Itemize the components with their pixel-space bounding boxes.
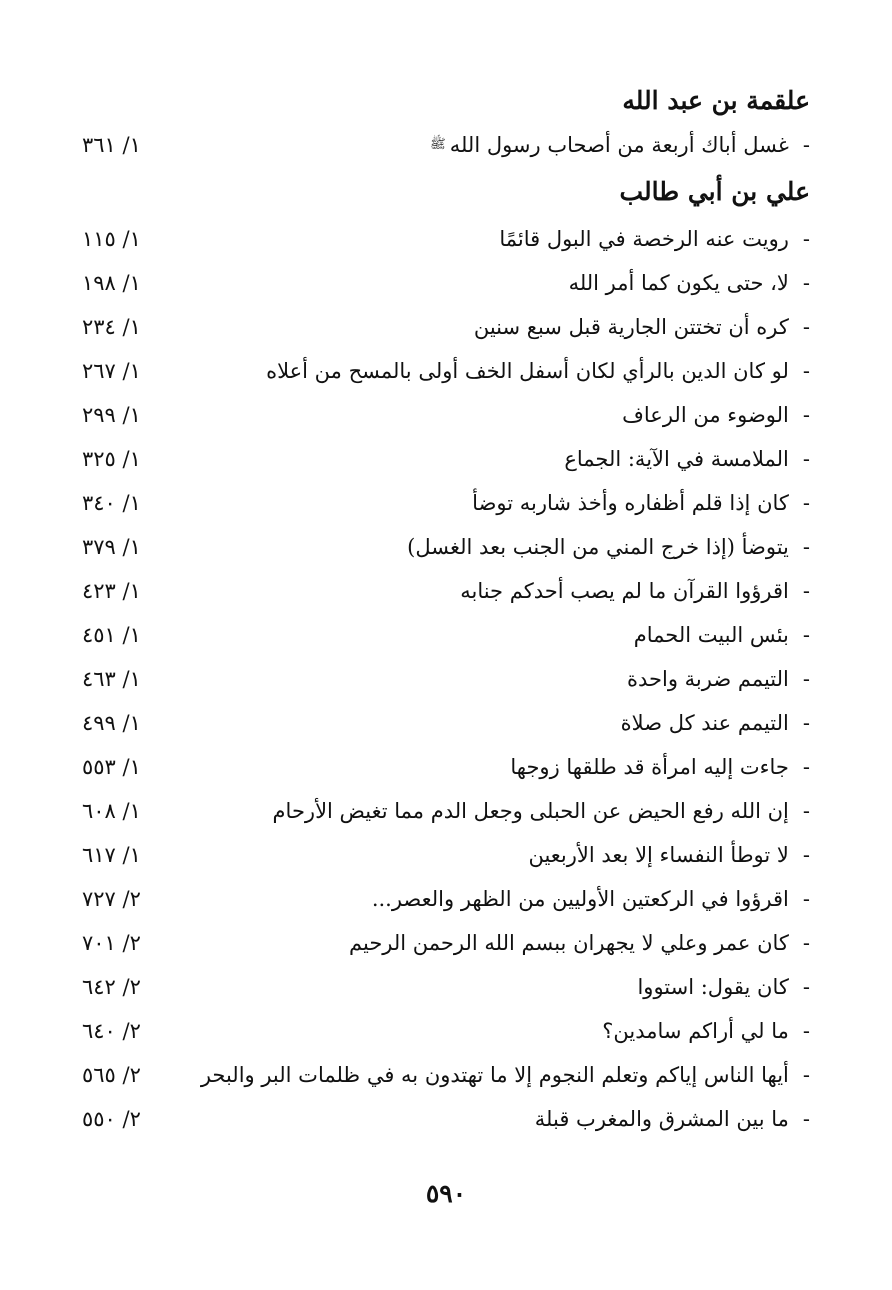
list-item — [82, 128, 810, 162]
volume-page-ref: ٢/ ٦٤٠ — [82, 1019, 141, 1043]
list-item — [82, 1014, 810, 1048]
list-dash: - — [802, 1019, 810, 1043]
list-dash: - — [802, 975, 810, 999]
entry-text: يتوضأ (إذا خرج المني من الجنب بعد الغسل) — [407, 535, 789, 559]
list-item — [82, 266, 810, 300]
volume-page-ref: ١/ ٤٦٣ — [82, 667, 141, 691]
entry-text: اقرؤوا القرآن ما لم يصب أحدكم جنابه — [460, 579, 789, 603]
list-item — [82, 926, 810, 960]
entry-text: ما لي أراكم سامدين؟ — [602, 1019, 789, 1043]
entry-text: لو كان الدين بالرأي لكان أسفل الخف أولى بالمسح من أعلاه — [266, 359, 789, 383]
list-item — [82, 882, 810, 916]
list-dash: - — [802, 133, 810, 157]
entry-text: إن الله رفع الحيض عن الحبلى وجعل الدم مما تغيض الأرحام — [272, 799, 789, 823]
list-item — [82, 706, 810, 740]
list-item — [82, 1058, 810, 1092]
list-item — [82, 970, 810, 1004]
entry-text: التيمم ضربة واحدة — [627, 667, 789, 691]
list-item — [82, 1102, 810, 1136]
volume-page-ref: ١/ ٢٩٩ — [82, 403, 141, 427]
list-dash: - — [802, 667, 810, 691]
list-dash: - — [802, 315, 810, 339]
list-item — [82, 750, 810, 784]
volume-page-ref: ١/ ٢٦٧ — [82, 359, 141, 383]
list-item — [82, 838, 810, 872]
volume-page-ref: ١/ ٤٥١ — [82, 623, 141, 647]
entry-text: أيها الناس إياكم وتعلم النجوم إلا ما تهتدون به في ظلمات البر والبحر — [200, 1063, 789, 1087]
volume-page-ref: ٢/ ٥٥٠ — [82, 1107, 141, 1131]
list-dash: - — [802, 1107, 810, 1131]
section-heading: علي بن أبي طالب — [619, 177, 810, 206]
list-item — [82, 310, 810, 344]
list-dash: - — [802, 447, 810, 471]
entry-text: اقرؤوا في الركعتين الأوليين من الظهر والعصر... — [371, 887, 789, 911]
entry-text: الملامسة في الآية: الجماع — [564, 447, 789, 471]
list-item — [82, 442, 810, 476]
entry-text: التيمم عند كل صلاة — [620, 711, 789, 735]
entry-text: الوضوء من الرعاف — [622, 403, 789, 427]
list-item — [82, 354, 810, 388]
entry-text: لا توطأ النفساء إلا بعد الأربعين — [528, 843, 789, 867]
entry-text: جاءت إليه امرأة قد طلقها زوجها — [510, 755, 789, 779]
volume-page-ref: ١/ ١٩٨ — [82, 271, 141, 295]
entry-text: لا، حتى يكون كما أمر الله — [568, 271, 789, 295]
honorific-symbol: ﷺ — [429, 137, 446, 152]
list-item — [82, 530, 810, 564]
entry-text: كان عمر وعلي لا يجهران ببسم الله الرحمن الرحيم — [349, 931, 789, 955]
list-dash: - — [802, 755, 810, 779]
volume-page-ref: ١/ ٣٦١ — [82, 133, 141, 157]
volume-page-ref: ٢/ ٧٢٧ — [82, 887, 141, 911]
list-dash: - — [802, 579, 810, 603]
volume-page-ref: ٢/ ٦٤٢ — [82, 975, 141, 999]
list-dash: - — [802, 711, 810, 735]
list-item — [82, 794, 810, 828]
list-item — [82, 662, 810, 696]
page-number: ٥٩٠ — [425, 1179, 467, 1208]
volume-page-ref: ٢/ ٥٦٥ — [82, 1063, 141, 1087]
list-dash: - — [802, 491, 810, 515]
volume-page-ref: ٢/ ٧٠١ — [82, 931, 141, 955]
volume-page-ref: ١/ ٢٣٤ — [82, 315, 141, 339]
list-item — [82, 618, 810, 652]
list-dash: - — [802, 271, 810, 295]
list-dash: - — [802, 227, 810, 251]
list-item — [82, 398, 810, 432]
entry-text: كان يقول: استووا — [637, 975, 789, 999]
list-dash: - — [802, 623, 810, 647]
volume-page-ref: ١/ ٣٧٩ — [82, 535, 141, 559]
volume-page-ref: ١/ ١١٥ — [82, 227, 141, 251]
volume-page-ref: ١/ ٣٤٠ — [82, 491, 141, 515]
list-item — [82, 574, 810, 608]
list-dash: - — [802, 887, 810, 911]
volume-page-ref: ١/ ٦٠٨ — [82, 799, 141, 823]
volume-page-ref: ١/ ٤٩٩ — [82, 711, 141, 735]
list-dash: - — [802, 403, 810, 427]
list-dash: - — [802, 1063, 810, 1087]
list-item — [82, 486, 810, 520]
list-dash: - — [802, 799, 810, 823]
list-dash: - — [802, 359, 810, 383]
entry-text: كره أن تختتن الجارية قبل سبع سنين — [473, 315, 789, 339]
entry-text: ما بين المشرق والمغرب قبلة — [534, 1107, 789, 1131]
entry-text: رويت عنه الرخصة في البول قائمًا — [499, 227, 789, 251]
section-heading: علقمة بن عبد الله — [622, 86, 810, 115]
volume-page-ref: ١/ ٤٢٣ — [82, 579, 141, 603]
volume-page-ref: ١/ ٦١٧ — [82, 843, 141, 867]
entry-text: بئس البيت الحمام — [633, 623, 789, 647]
list-dash: - — [802, 843, 810, 867]
entry-text: كان إذا قلم أظفاره وأخذ شاربه توضأ — [472, 491, 789, 515]
volume-page-ref: ١/ ٣٢٥ — [82, 447, 141, 471]
list-dash: - — [802, 535, 810, 559]
list-item — [82, 222, 810, 256]
volume-page-ref: ١/ ٥٥٣ — [82, 755, 141, 779]
entry-text: غسل أباك أربعة من أصحاب رسول الله — [449, 133, 789, 157]
list-dash: - — [802, 931, 810, 955]
